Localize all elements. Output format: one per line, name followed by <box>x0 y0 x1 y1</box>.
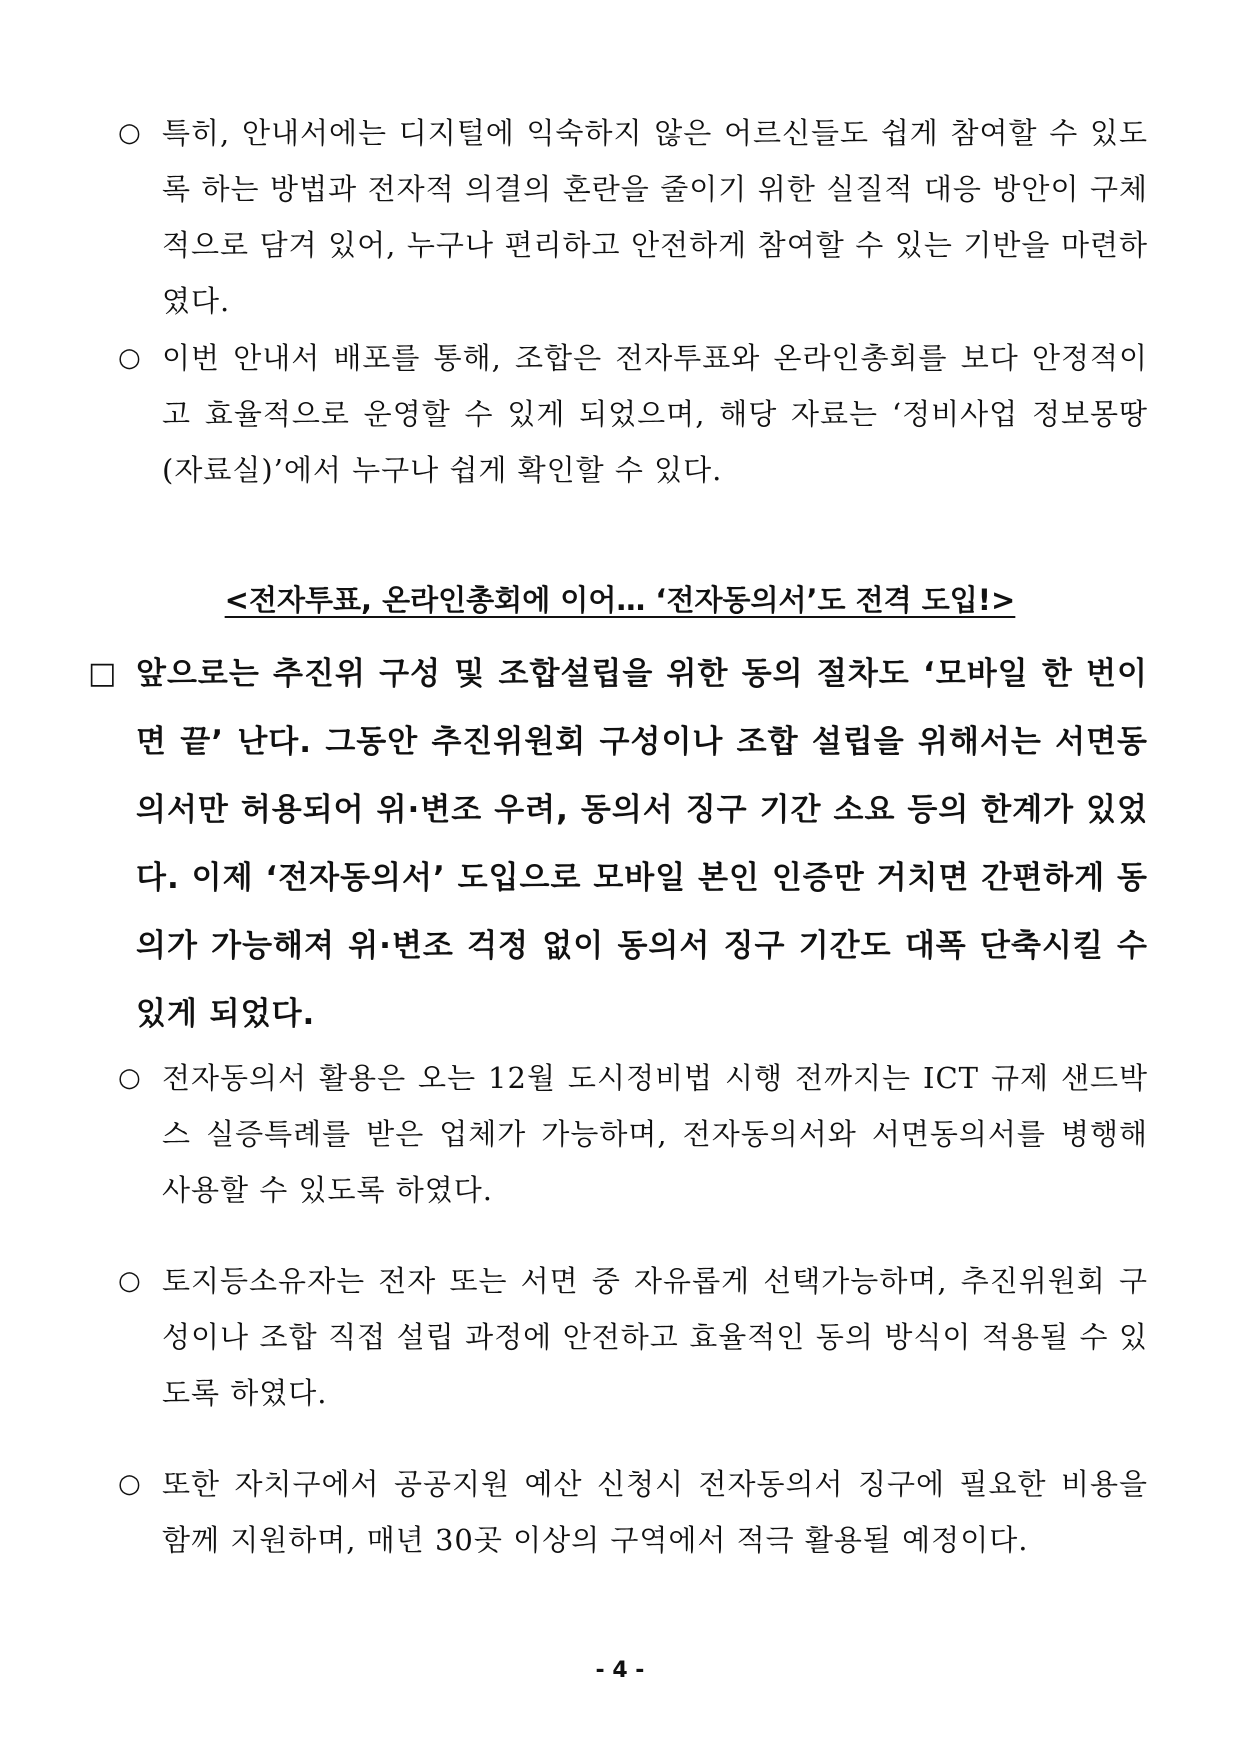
main-point-paragraph <box>88 640 1148 1048</box>
circle-bullet: ○ <box>118 343 142 373</box>
section-heading <box>0 575 1240 625</box>
paragraph-text: 또한 자치구에서 공공지원 예산 신청시 전자동의서 징구에 필요한 비용을 함께 지원하며, 매년 30곳 이상의 구역에서 적극 활용될 예정이다. <box>162 1467 1148 1557</box>
paragraph-text: 전자동의서 활용은 오는 12월 도시정비법 시행 전까지는 ICT 규제 샌드박스 실증특례를 받은 업체가 가능하며, 전자동의서와 서면동의서를 병행해 사용할 수 있도록 하였다. <box>162 1061 1148 1207</box>
square-bullet: □ <box>88 656 118 691</box>
paragraph-sandbox-usage <box>118 1050 1148 1218</box>
paragraph-text: 특히, 안내서에는 디지털에 익숙하지 않은 어르신들도 쉽게 참여할 수 있도록 하는 방법과 전자적 의결의 혼란을 줄이기 위한 실질적 대응 방안이 구체적으로 담겨 있어, 누구나 편리하고 안전하게 참여할 수 있는 기반을 마련하였다. <box>162 116 1148 318</box>
circle-bullet: ○ <box>118 118 142 148</box>
paragraph-budget-support <box>118 1456 1148 1568</box>
main-point-text: 앞으로는 추진위 구성 및 조합설립을 위한 동의 절차도 ‘모바일 한 번이면 끝’ 난다. 그동안 추진위원회 구성이나 조합 설립을 위해서는 서면동의서만 허용되어 위·변조 우려, 동의서 징구 기간 소요 등의 한계가 있었다. 이제 ‘전자동의서’ 도입으로 모바일 본인 인증만 거치면 간편하게 동의가 가능해져 위·변조 걱정 없이 동의서 징구 기간도 대폭 단축시킬 수 있게 되었다. <box>136 656 1148 1032</box>
page-number: - 4 - <box>595 1658 645 1683</box>
paragraph-text: 토지등소유자는 전자 또는 서면 중 자유롭게 선택가능하며, 추진위원회 구성이나 조합 직접 설립 과정에 안전하고 효율적인 동의 방식이 적용될 수 있도록 하였다. <box>162 1264 1148 1410</box>
circle-bullet: ○ <box>118 1063 142 1093</box>
section-heading-text: <전자투표, 온라인총회에 이어… ‘전자동의서’도 전격 도입!> <box>224 583 1016 617</box>
paragraph-guide-distribution <box>118 330 1148 498</box>
paragraph-text: 이번 안내서 배포를 통해, 조합은 전자투표와 온라인총회를 보다 안정적이고 효율적으로 운영할 수 있게 되었으며, 해당 자료는 ‘정비사업 정보몽땅(자료실)’에서 누구나 쉽게 확인할 수 있다. <box>162 341 1148 487</box>
circle-bullet: ○ <box>118 1469 142 1499</box>
paragraph-senior-participation <box>118 105 1148 329</box>
paragraph-owner-choice <box>118 1253 1148 1421</box>
circle-bullet: ○ <box>118 1266 142 1296</box>
